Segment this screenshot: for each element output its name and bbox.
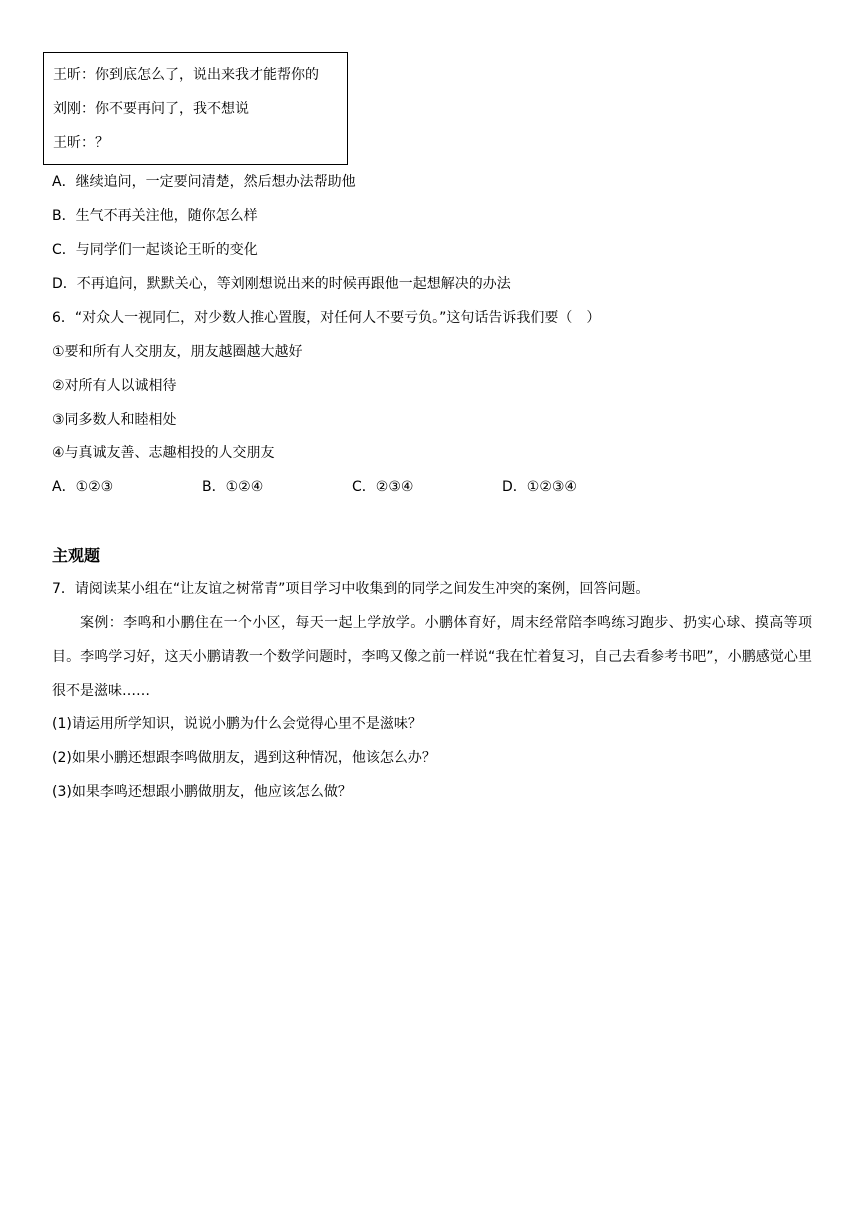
q6-option-a: A．①②③ bbox=[52, 479, 114, 495]
q7-subquestion-1: (1)请运用所学知识，说说小鹏为什么会觉得心里不是滋味？ bbox=[52, 716, 422, 732]
q6-stem: 6．“对众人一视同仁，对少数人推心置腹，对任何人不要亏负。”这句话告诉我们要（ ） bbox=[52, 310, 601, 326]
q6-item-3: ③同多数人和睦相处 bbox=[52, 412, 177, 428]
q6-item-4: ④与真诚友善、志趣相投的人交朋友 bbox=[52, 445, 275, 461]
q7-subquestion-2: (2)如果小鹏还想跟李鸣做朋友，遇到这种情况，他该怎么办？ bbox=[52, 750, 436, 766]
q6-item-2: ②对所有人以诚相待 bbox=[52, 378, 177, 394]
q7-stem: 7．请阅读某小组在“让友谊之树常青”项目学习中收集到的同学之间发生冲突的案例，回答问题。 bbox=[52, 581, 650, 597]
q6-option-d: D．①②③④ bbox=[502, 479, 577, 495]
q6-item-1: ①要和所有人交朋友，朋友越圈越大越好 bbox=[52, 344, 303, 360]
q7-case-text: 案例：李鸣和小鹏住在一个小区，每天一起上学放学。小鹏体育好，周末经常陪李鸣练习跑步、扔实心球、摸高等项目。李鸣学习好，这天小鹏请教一个数学问题时，李鸣又像之前一样说“我在忙着复习，自己去看参考书吧”，小鹏感觉心里很不是滋味…… bbox=[52, 615, 812, 699]
dialog-box bbox=[43, 52, 348, 165]
q6-option-c: C．②③④ bbox=[352, 479, 414, 495]
q5-option-d: D．不再追问，默默关心，等刘刚想说出来的时候再跟他一起想解决的办法 bbox=[52, 276, 511, 292]
q5-option-b: B．生气不再关注他，随你怎么样 bbox=[52, 208, 258, 224]
q5-option-a: A．继续追问，一定要问清楚，然后想办法帮助他 bbox=[52, 174, 356, 190]
q6-option-b: B．①②④ bbox=[202, 479, 264, 495]
section-title: 主观题 bbox=[52, 546, 101, 565]
dialog-line-1: 王昕：你到底怎么了，说出来我才能帮你的 bbox=[53, 67, 319, 83]
dialog-line-2: 刘刚：你不要再问了，我不想说 bbox=[53, 101, 249, 117]
q5-option-c: C．与同学们一起谈论王昕的变化 bbox=[52, 242, 258, 258]
q7-subquestion-3: (3)如果李鸣还想跟小鹏做朋友，他应该怎么做？ bbox=[52, 784, 352, 800]
dialog-line-3: 王昕：？ bbox=[53, 135, 109, 151]
